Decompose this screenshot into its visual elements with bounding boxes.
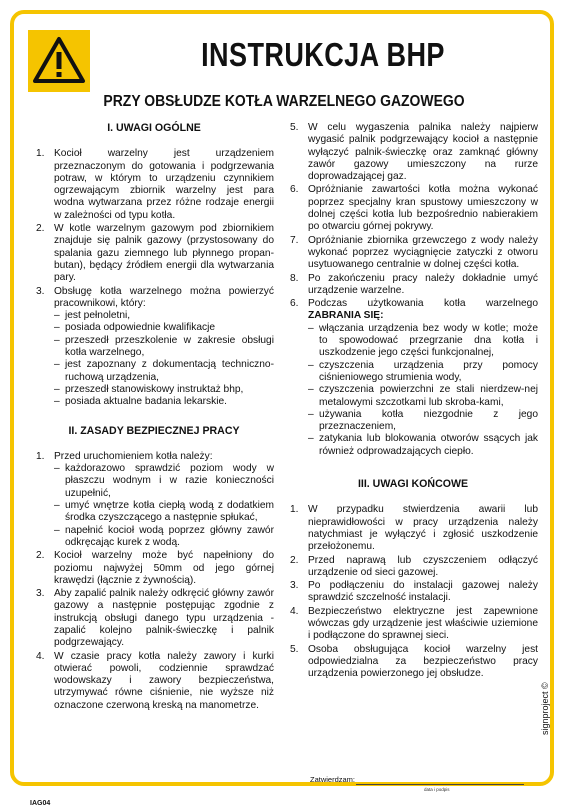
sub-item: – posiada aktualne badania lekarskie. <box>54 396 227 408</box>
sub-item: – umyć wnętrze kotła ciepłą wodą z dodatkiem środka czyszczącego a następnie spłukać, <box>54 500 274 524</box>
list-item: 1. Kocioł warzelny jest urządzeniem przeznaczonym do gotowania i podgrzewania potraw, w którym to urządzeniu czynnikiem ogrzewającym zbiornik warzelny jest para wodna wytwarzana przez różne rodzaje energii w zależności od typu kotła. <box>36 148 274 221</box>
list-item: 1. Przed uruchomieniem kotła należy: – każdorazowo sprawdzić poziom wody w płaszczu wodnym i w razie konieczności uzupełnić, – umyć wnętrze kotła ciepłą wodą z dodatkiem środka czyszczącego a następnie spłukać, – napełnić kocioł wodą poprzez główny zawór odkręcając kurek z wodą. <box>36 450 274 548</box>
sub-item: – jest pełnoletni, <box>54 310 131 322</box>
approval-label: Zatwierdzam: <box>310 775 356 784</box>
sub-item: – czyszczenia powierzchni ze stali nierdzew-nej metalowymi szczotkami lub skroba-kami, <box>308 384 538 408</box>
list-item: 2. W kotle warzelnym gazowym pod zbiornikiem znajduje się palnik gazowy (przystosowany do spalania gazu ziemnego lub płynnego propan-butan), będący źródłem energii dla wytwarzania pary. <box>36 223 274 284</box>
page-subtitle: PRZY OBSŁUDZE KOTŁA WARZELNEGO GAZOWEGO <box>103 93 465 110</box>
section-heading-safe-work: II. ZASADY BEZPIECZNEJ PRACY <box>68 424 240 437</box>
sub-item: – napełnić kocioł wodą poprzez główny zawór odkręcając kurek z wodą. <box>54 524 274 548</box>
list-item: 5. W celu wygaszenia palnika należy najpierw wygasić palnik podgrzewający kocioł a następnie wyłączyć palnik-świeczkę oraz zamknąć główny zawór gazowy umieszczony na rurze doprowadzającej gaz. <box>290 122 538 183</box>
right-column <box>288 122 538 681</box>
prohibition-label: ZABRANIA SIĘ: <box>308 310 384 322</box>
left-column <box>34 122 274 713</box>
list-item: 4. Bezpieczeństwo elektryczne jest zapewnione wówczas gdy urządzenie jest właściwie uziemione i podłączone do sprawnej sieci. <box>290 605 538 642</box>
sub-item: – czyszczenia urządzenia przy pomocy ciśnieniowego strumienia wody, <box>308 359 538 383</box>
sub-item: – przeszedł przeszkolenie w zakresie obsługi kotła warzelnego, <box>54 334 274 359</box>
warning-triangle-icon <box>28 30 90 92</box>
list-item: 3. Obsługę kotła warzelnego można powierzyć pracownikowi, który: – jest pełnoletni, – posiada odpowiednie kwalifikacje – przeszedł przeszkolenie w zakresie obsługi kotła warzelnego, – jest zapoznany z dokumentacją techniczno-ruchową urządzenia, – przeszedł stanowiskowy instruktaż bhp, – posiada aktualne badania lekarskie. <box>36 285 274 408</box>
sub-item: – przeszedł stanowiskowy instruktaż bhp, <box>54 383 244 395</box>
list-item: 2. Kocioł warzelny może być napełniony do poziomu najwyżej 50mm od jego górnej krawędzi (łącznie z żywnością). <box>36 550 274 586</box>
sub-item: – jest zapoznany z dokumentacją techniczno-ruchową urządzenia, <box>54 359 274 383</box>
list-item: 5. Osoba obsługująca kocioł warzelny jest odpowiedzialna za bezpieczeństwo pracy urządzenia powierzonego jej obsłudze. <box>290 643 538 680</box>
list-item: 8. Po zakończeniu pracy należy dokładnie umyć urządzenie warzelne. <box>290 272 538 296</box>
signature-caption: data i podpis <box>424 787 450 792</box>
sub-item: – zatykania lub blokowania otworów ssących jak również odprowadzających ciepło. <box>308 433 538 457</box>
product-code: IAG04 <box>30 800 51 807</box>
section-heading-general: I. UWAGI OGÓLNE <box>107 122 201 134</box>
section-heading-final: III. UWAGI KOŃCOWE <box>357 478 469 491</box>
sub-item: – każdorazowo sprawdzić poziom wody w płaszczu wodnym i w razie konieczności uzupełnić, <box>54 463 274 499</box>
list-item: 1. W przypadku stwierdzenia awarii lub nieprawidłowości w pracy urządzenia należy natychmiast je wyłączyć i zgłosić uszkodzenie przełożonemu. <box>290 504 538 553</box>
sub-item: – włączania urządzenia bez wody w kotle; może to spowodować przegrzanie dna kotła i uszkodzenie jego części funkcjonalnej, <box>308 322 538 359</box>
list-item: 3. Po podłączeniu do instalacji gazowej należy sprawdzić szczelność instalacji. <box>290 580 538 604</box>
list-item: 3. Aby zapalić palnik należy odkręcić główny zawór gazowy a następnie postępując zgodnie z instrukcją obsługi danego typu urządzenia - zapalić kolejno palnik-świeczkę i palnik podgrzewający. <box>36 588 274 649</box>
list-item: 6. Podczas użytkowania kotła warzelnego ZABRANIA SIĘ: – włączania urządzenia bez wody w kotle; może to spowodować przegrzanie dna kotła i uszkodzenie jego części funkcjonalnej, – czyszczenia urządzenia przy pomocy ciśnieniowego strumienia wody, – czyszczenia powierzchni ze stali nierdzew-nej metalowymi szczotkami lub skroba-kami, – używania kotła niezgodnie z jego przeznaczeniem, – zatykania lub blokowania otworów ssących jak również odprowadzających ciepło. <box>290 298 538 457</box>
brand-label: signproject © <box>540 682 550 735</box>
list-item: 7. Opróżnianie zbiornika grzewczego z wody należy wykonać poprzez wyciągnięcie zatyczki z otworu usytuowanego centralnie w dolnej części kotła. <box>290 234 538 271</box>
list-item: 2. Przed naprawą lub czyszczeniem odłączyć urządzenie od sieci gazowej. <box>290 554 538 578</box>
page-title: INSTRUKCJA BHP <box>201 36 445 73</box>
list-item: 6. Opróżnianie zawartości kotła można wykonać poprzez specjalny kran spustowy umieszczony w dolnej części kotła lub bezpośrednio nabierakiem po otwarciu górnej pokrywy. <box>290 184 538 233</box>
sub-item: – używania kotła niezgodnie z jego przeznaczeniem, <box>308 408 538 433</box>
list-item: 4. W czasie pracy kotła należy zawory i kurki otwierać powoli, codziennie sprawdzać wodowskazy i zawory bezpieczeństwa, utrzymywać równe ciśnienie, nie wyższe niż oznaczone czerwoną kreską na manometrze. <box>36 650 274 711</box>
signature-line <box>356 784 524 785</box>
sub-item: – posiada odpowiednie kwalifikacje <box>54 322 216 334</box>
